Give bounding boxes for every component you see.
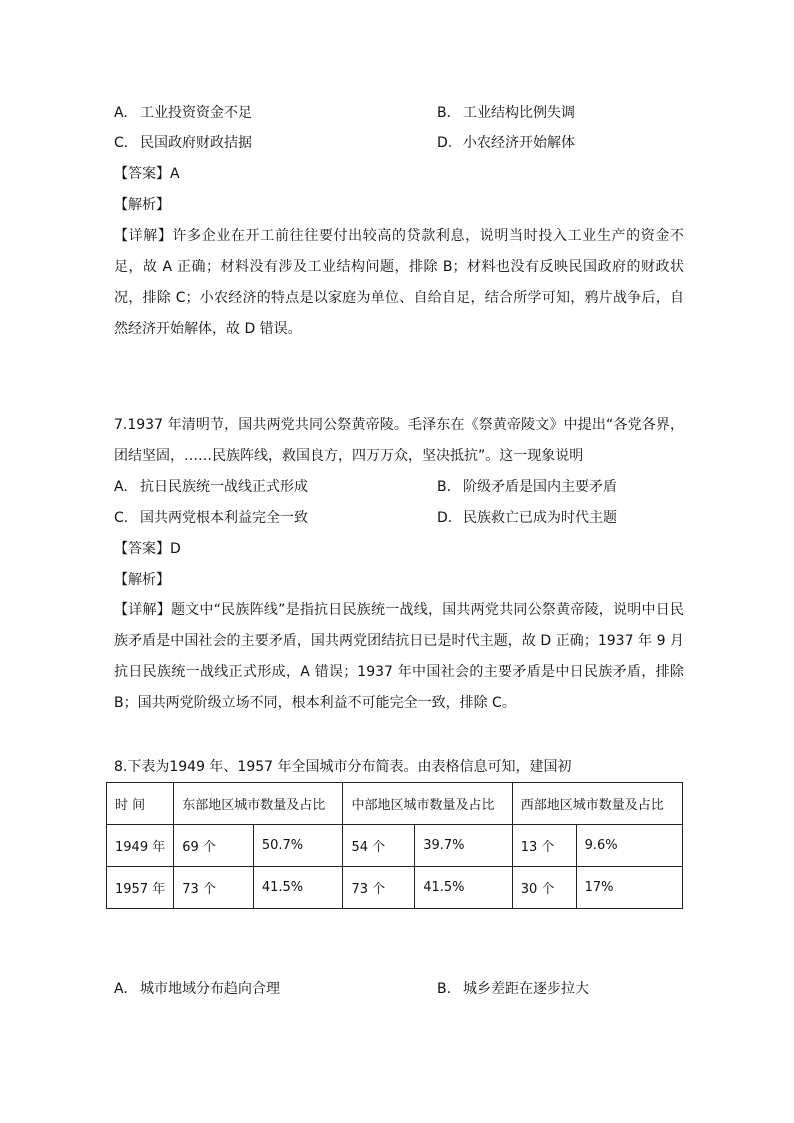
q7-stem: 7.1937 年清明节，国共两党共同公祭黄帝陵。毛泽东在《祭黄帝陵文》中提出“各党各界，团结坚固，……民族阵线，救国良方，四万万众，坚决抵抗”。这一现象说明: [114, 417, 684, 464]
table-row: [107, 867, 683, 909]
header-east: 东部地区城市数量及占比: [174, 783, 343, 825]
q6-option-d-text: 小农经济开始解体: [463, 135, 575, 151]
q6-option-c: [114, 133, 252, 153]
q6-option-b: [437, 103, 575, 123]
q7-option-a: [114, 477, 308, 497]
table-cell-east-share: 50.7%: [253, 825, 343, 867]
q6-option-b-letter: B.: [437, 105, 452, 121]
q6-option-c-text: 民国政府财政拮据: [140, 135, 252, 151]
q7-detail: 【详解】题文中“民族阵线”是指抗日民族统一战线，国共两党共同公祭黄帝陵，说明中日民族矛盾是中国社会的主要矛盾，国共两党团结抗日已是时代主题，故 D 正确；1937 年 9 月抗日民族统一战线正式形成，A 错误；1937 年中国社会的主要矛盾是中日民族矛盾，排除 B；国共两党阶级立场不同，根本利益不可能完全一致，排除 C。: [114, 602, 684, 711]
table-cell-central-count: 54 个: [343, 825, 415, 867]
q8-option-b: [437, 979, 589, 999]
q7-option-d-letter: D.: [437, 510, 453, 526]
q7-option-d-text: 民族救亡已成为时代主题: [463, 510, 617, 526]
table-cell-west-share: 9.6%: [576, 825, 682, 867]
q6-option-b-text: 工业结构比例失调: [463, 105, 575, 121]
q6-analysis-label: 【解析】: [114, 197, 170, 213]
q7-option-b: [437, 477, 617, 497]
q7-option-b-text: 阶级矛盾是国内主要矛盾: [463, 479, 617, 495]
table-cell-west-count: 13 个: [512, 825, 576, 867]
q6-option-d-letter: D.: [437, 135, 453, 151]
q8-option-a-text: 城市地域分布趋向合理: [140, 981, 280, 997]
q6-answer: 【答案】A: [114, 166, 180, 182]
q6-option-a-text: 工业投资资金不足: [140, 105, 252, 121]
q7-option-d: [437, 508, 617, 528]
table-cell-west-count: 30 个: [512, 867, 576, 909]
header-time: 时 间: [107, 783, 174, 825]
q7-option-c-letter: C.: [114, 510, 129, 526]
q6-option-a: [114, 103, 252, 123]
q8-option-b-text: 城乡差距在逐步拉大: [463, 981, 589, 997]
table-row: [107, 825, 683, 867]
table-cell-central-share: 39.7%: [415, 825, 513, 867]
q7-answer: 【答案】D: [114, 541, 181, 557]
q7-option-c-text: 国共两党根本利益完全一致: [140, 510, 308, 526]
header-west: 西部地区城市数量及占比: [512, 783, 682, 825]
table-cell-central-share: 41.5%: [415, 867, 513, 909]
q6-option-d: [437, 133, 575, 153]
q6-detail: 【详解】许多企业在开工前往往要付出较高的贷款利息，说明当时投入工业生产的资金不足，故 A 正确；材料没有涉及工业结构问题，排除 B；材料也没有反映民国政府的财政状况，排除 C；小农经济的特点是以家庭为单位、自给自足，结合所学可知，鸦片战争后，自然经济开始解体，故 D 错误。: [114, 228, 684, 337]
table-header-row: [107, 783, 683, 825]
city-distribution-table: [106, 782, 683, 909]
q7-analysis-label: 【解析】: [114, 572, 170, 588]
q7-option-a-text: 抗日民族统一战线正式形成: [140, 479, 308, 495]
header-central: 中部地区城市数量及占比: [343, 783, 512, 825]
table-cell-central-count: 73 个: [343, 867, 415, 909]
q8-option-b-letter: B.: [437, 981, 452, 997]
q8-stem: 8.下表为1949 年、1957 年全国城市分布简表。由表格信息可知，建国初: [114, 759, 572, 775]
q7-option-b-letter: B.: [437, 479, 452, 495]
q8-option-a-letter: A.: [114, 981, 128, 997]
table-cell-east-count: 69 个: [174, 825, 254, 867]
table-cell-east-share: 41.5%: [253, 867, 343, 909]
q7-option-c: [114, 508, 308, 528]
q6-option-c-letter: C.: [114, 135, 129, 151]
q8-option-a: [114, 979, 280, 999]
table-cell-year: 1949 年: [107, 825, 174, 867]
table-cell-east-count: 73 个: [174, 867, 254, 909]
table-cell-year: 1957 年: [107, 867, 174, 909]
q7-option-a-letter: A.: [114, 479, 128, 495]
table-cell-west-share: 17%: [576, 867, 682, 909]
q6-option-a-letter: A.: [114, 105, 128, 121]
